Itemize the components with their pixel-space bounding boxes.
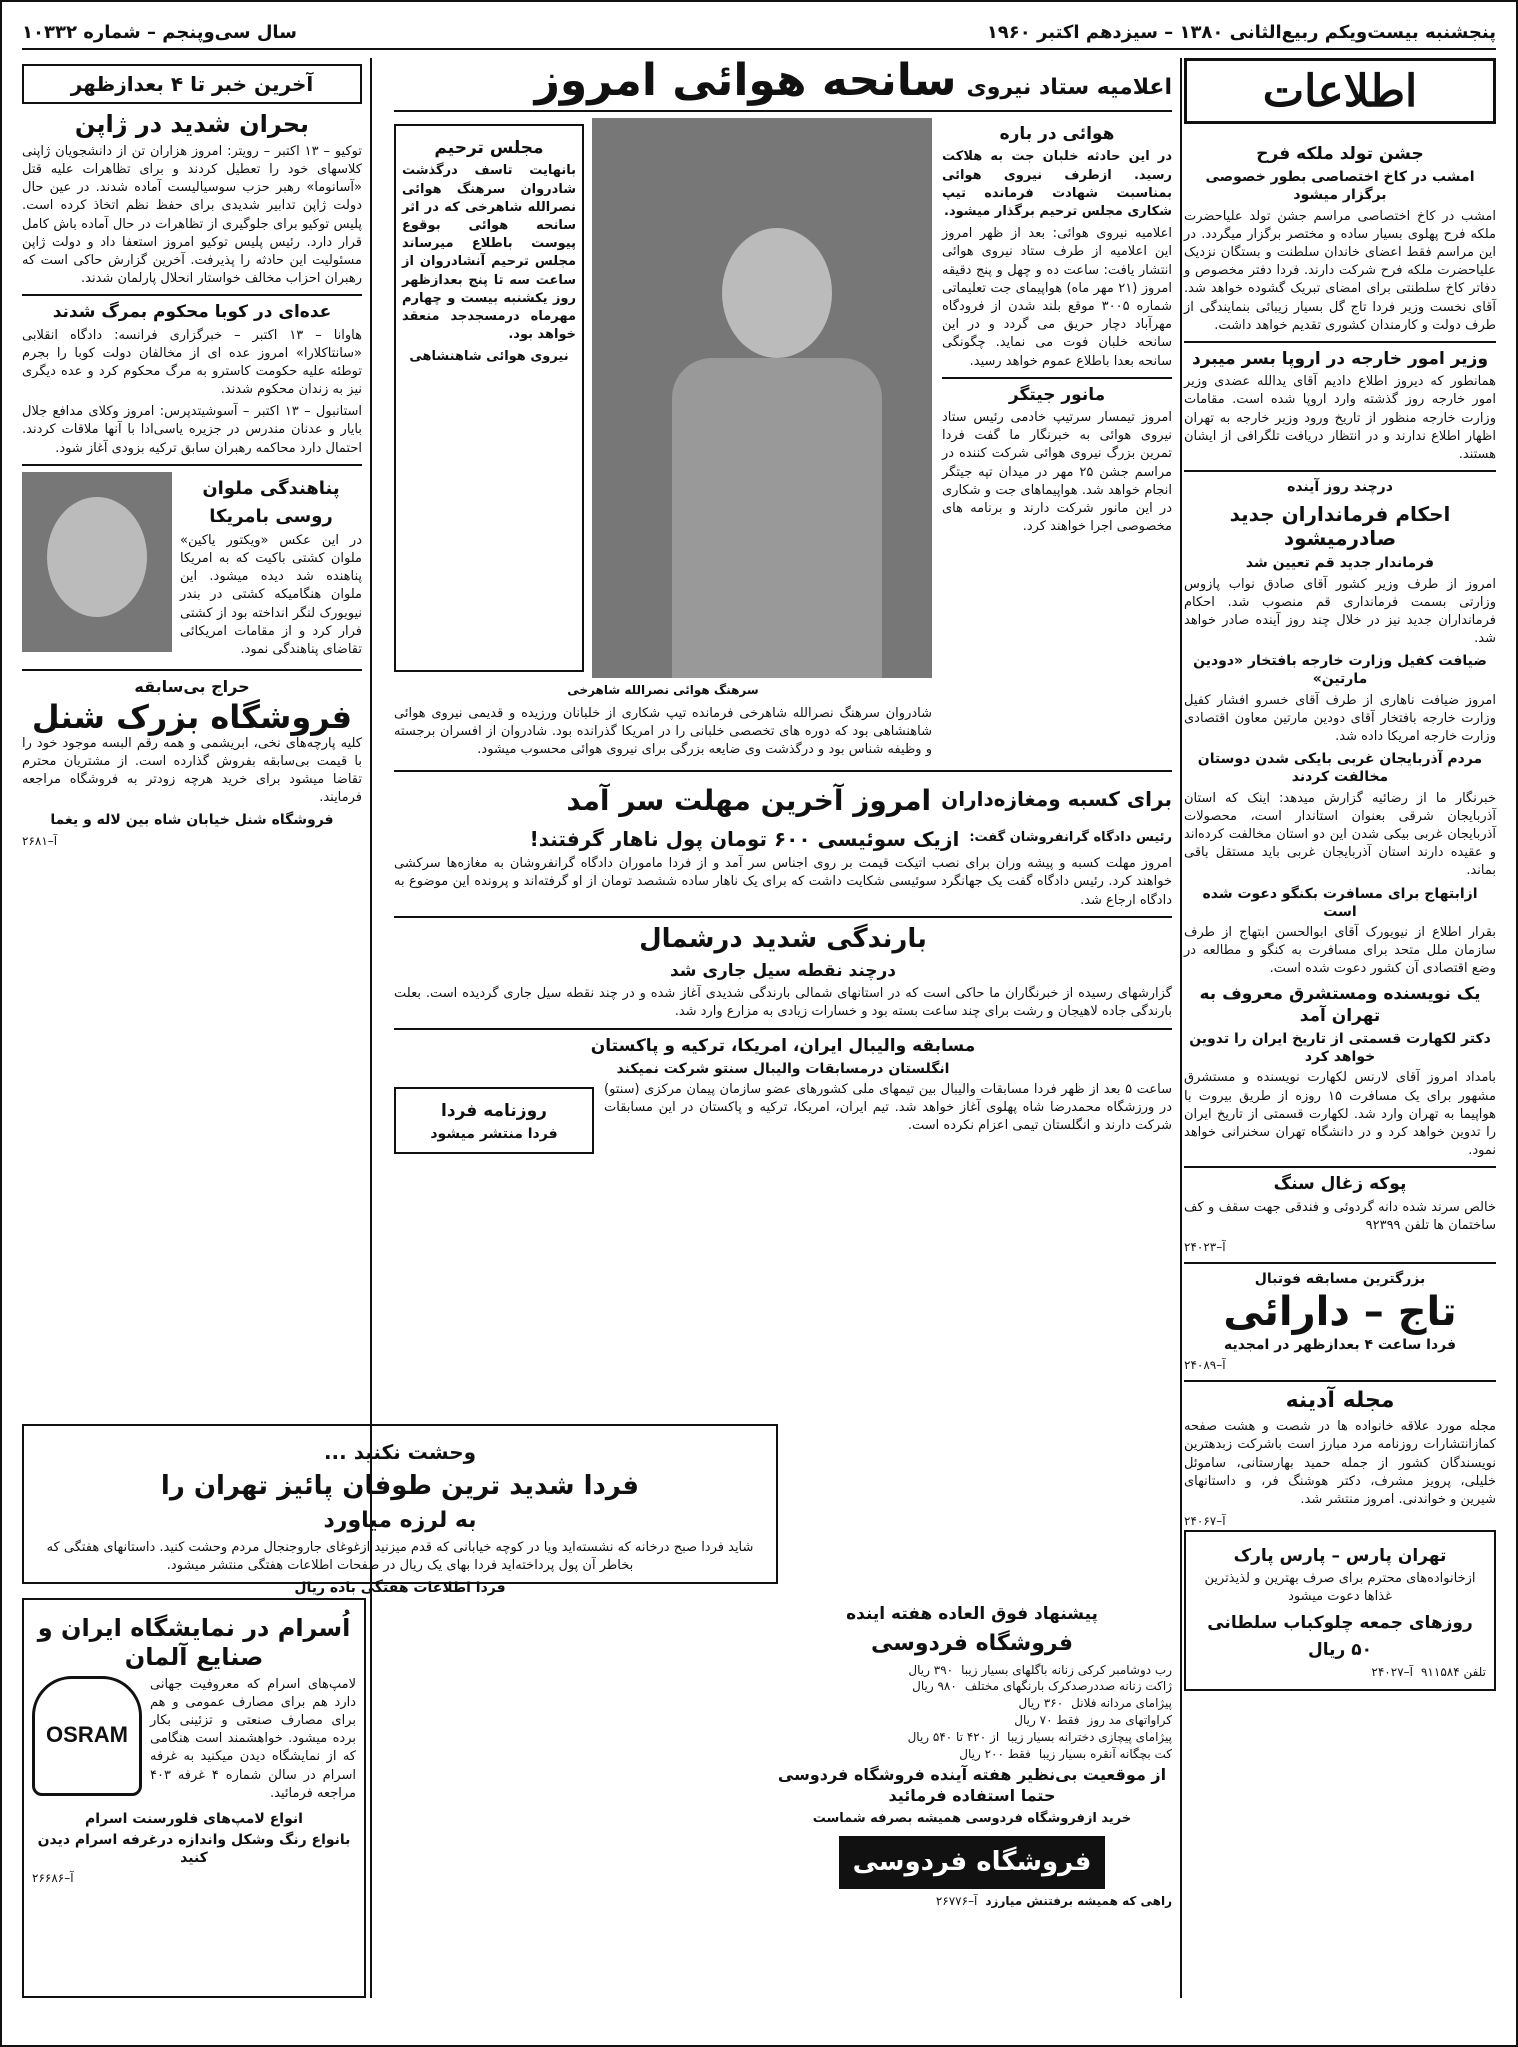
pilot-face bbox=[722, 228, 832, 358]
offer-item-name: ژاکت زنانه صددرصدکرک بارنگهای مختلف bbox=[964, 1679, 1172, 1694]
ad-address: فروشگاه شنل خیابان شاه بین لاله و یغما bbox=[50, 812, 334, 829]
article-title: مردم آذربایجان غربی بایکی شدن دوستان مخالفت کردند bbox=[1197, 751, 1483, 786]
article-kicker: درچند روز آینده bbox=[1287, 479, 1393, 496]
article-title: یک نویسنده ومستشرق معروف به تهران آمد bbox=[1199, 984, 1481, 1026]
ad-ref: آ–۲۴۰۶۷ bbox=[1184, 1514, 1226, 1529]
ad-kicker: حراج بی‌سابقه bbox=[134, 677, 250, 697]
ad-body: خالص سرند شده دانه گردوئی و فندقی جهت سقف و کف ساختمان ها تلفن ۹۲۳۹۹ bbox=[1184, 1199, 1496, 1233]
deadline-body: امروز مهلت کسبه و پیشه وران برای نصب اتیکت قیمت بر روی اجناس سر آمد و از فردا ماموران دادگاه گرانفروشان به مغازه‌ها سرکشی خواهند کرد. رئیس دادگاه گفت یک جهانگرد سوئیسی شکایت داشت که برای یک ناهار ساده ششصد تومان از او گرفته‌اند و پرونده این موضوع به دادگاه ارجاع شد. bbox=[394, 856, 1172, 908]
warn-subtitle: فردا شدید ترین طوفان پائیز تهران را bbox=[160, 1471, 640, 1501]
notice-body: بانهایت تاسف درگذشت شادروان سرهنگ هوائی نصرالله شاهرخی که در اثر سانحه هوائی بوقوع پیوست باطلاع میرساند مجلس ترحیم آنشادروان از ساعت سه تا پنج بعدازظهر روز یکشنبه بیست و چهارم مهرماه درمسجدجد منعقد خواهد بود. bbox=[402, 163, 576, 343]
lead-subtitle: هوائی در باره bbox=[999, 124, 1115, 145]
offer-list bbox=[772, 1662, 1172, 1763]
tomorrow-subtitle: فردا منتشر میشود bbox=[430, 1126, 558, 1143]
volleyball-body: ساعت ۵ بعد از ظهر فردا مسابقات والیبال بین تیمهای ملی کشورهای عضو سازمان پیمان مرکزی (سنتو) در ورزشگاه محمدرضا شاه پهلوی آغاز خواهد شد. تیم ایران، امریکا، ترکیه و پاکستان در این مسابقات شرکت دارند و انگلستان تیمی اعزام نکرده است. bbox=[604, 1081, 1172, 1134]
warn-body: شاید فردا صبح درخانه که نشسته‌اید ویا در کوچه خیابانی که قدم میزنید ازغوغای جاروجنجال مردم وحشت کنید. داستانهای هفتگی که بخاطر آن پول پرداخته‌اید فردا بهای یک ریال در صفحات اطلاعات هفتگی منتشر میشود. bbox=[46, 1539, 754, 1573]
warn-subtitle: به لرزه میاورد bbox=[323, 1508, 477, 1534]
date-bar bbox=[22, 16, 1496, 50]
rule bbox=[1184, 341, 1496, 343]
article-title: احکام فرمانداران جدید صادرمیشود bbox=[1229, 502, 1451, 551]
osram-logo: OSRAM bbox=[32, 1676, 142, 1796]
offer-item-price: از ۴۲۰ تا ۵۴۰ ریال bbox=[907, 1729, 1000, 1744]
article-body: امروز از طرف وزیر کشور آقای صادق نواب پازوس وزارتی بسمت فرمانداری قم منصوب شد. احکام فرمانداران جدید نیز در خلال چند روز آینده صادر خواهد شد. bbox=[1184, 576, 1496, 647]
ad-body: ازخانواده‌های محترم برای صرف بهترین و لذیذترین غذاها دعوت میشود bbox=[1204, 1571, 1476, 1605]
deadline-kicker: برای کسبه ومغازه‌داران bbox=[941, 787, 1172, 812]
ad-ref: آ–۲۶۸۱ bbox=[22, 833, 58, 848]
article-title: جشن تولد ملکه فرح bbox=[1256, 144, 1424, 164]
offer-title: پیشنهاد فوق العاده هفته اینده bbox=[846, 1604, 1098, 1624]
tomorrow-title: روزنامه فردا bbox=[441, 1100, 547, 1121]
pilot-suit bbox=[672, 358, 882, 678]
offer-item-name: کراواتهای مد روز bbox=[1087, 1713, 1172, 1728]
weekly-warning-ad bbox=[22, 1424, 778, 1596]
article-body: بامداد امروز آقای لارنس لکهارت نویسنده و مستشرق مشهور برای یک مسافرت ۱۵ روزه از طریق بیروت با هواپیما به تهران وارد شد. لکهارت قسمتی از تاریخ ایران را تدوین خواهد کرد و در دانشگاه تهران سخنرانی خواهد نمود. bbox=[1184, 1070, 1497, 1159]
ad-title: تاج – دارائی bbox=[1223, 1288, 1457, 1335]
article-body: در این عکس «ویکتور یاکین» ملوان کشتی باکیت که به امریکا پناهنده شد دیده میشود. این ملوان هنگامیکه کشتی در بندر نیویورک لنگر انداخته بود از کشتی فرار کرد و از مقامات امریکائی تقاضای پناهندگی نمود. bbox=[180, 532, 362, 657]
offer-item-price: فقط ۷۰ ریال bbox=[1014, 1713, 1080, 1728]
ad-title: فروشگاه بزرک شنل bbox=[31, 697, 353, 736]
sailor-photo bbox=[22, 472, 172, 652]
lead-headline: سانحه هوائی امروز bbox=[534, 55, 957, 106]
article-body: استانبول – ۱۳ اکتبر – آسوشیتدپرس: امروز وکلای مدافع جلال بایار و عدنان مندرس در جزیره یاسی‌ادا با آنها ملاقات کردند. احتمال دارد محاکمه رهبران سابق ترکیه بزودی آغاز شود. bbox=[22, 404, 362, 456]
volleyball-subtitle: انگلستان درمسابقات والیبال سنتو شرکت نمیکند bbox=[616, 1060, 950, 1077]
warn-foot: فردا اطلاعات هفتگی باده ریال bbox=[294, 1579, 506, 1596]
ad-body: کلیه پارچه‌های نخی، ابریشمی و همه رقم البسه موجود خود را با قیمت بی‌سابقه بفروش گذارده است. از مشتریان محترم تقاضا میشود برای خرید هرچه زودتر به فروشگاه مراجعه فرمایند. bbox=[22, 735, 362, 806]
right-column bbox=[1184, 138, 1496, 1998]
article-title: بحران شدید در ژاپن bbox=[74, 110, 310, 138]
deadline-subtitle: ازیک سوئیسی ۶۰۰ تومان پول ناهار گرفتند! bbox=[529, 827, 960, 852]
rule bbox=[1184, 1166, 1496, 1168]
sailor-face bbox=[47, 497, 147, 617]
rule bbox=[394, 770, 1172, 772]
lead-text-column bbox=[942, 118, 1172, 763]
offer-store: فروشگاه فردوسی bbox=[870, 1631, 1074, 1657]
article-title: ازابتهاج برای مسافرت بکنگو دعوت شده است bbox=[1202, 885, 1478, 920]
ad-ref: آ–۲۴۰۲۷ bbox=[1371, 1665, 1413, 1680]
ad-price: ۵۰ ریال bbox=[1308, 1639, 1372, 1660]
rain-body: گزارشهای رسیده از خبرنگاران ما حاکی است که در استانهای شمالی بارندگی شدیدی آغاز شده و در چند نقطه سیل جاری گردیده است. بعلت بارندگی جاده لاهیجان و رشت برای چند ساعت بسته بود و خسارات زیادی به مزارع وارد شد. bbox=[394, 986, 1172, 1020]
article-body: امروز ضیافت ناهاری از طرف آقای خسرو افشار کفیل وزارت خارجه بافتخار آقای دودین مارتین معاون اقتصادی وزارت خارجه امریکا داده شد. bbox=[1184, 692, 1496, 744]
mourning-notice bbox=[394, 124, 584, 672]
article-body: امروز تیمسار سرتیپ خادمی رئیس ستاد نیروی هوائی به خبرنگار ما گفت فردا تمرین بزرگ نیروی هوائی شرکت کننده در مراسم جشن ۲۵ مهر در میدان تپه جیتگر انجام خواهد شد. هواپیماهای جت و شکاری در این مانور شرکت دارند و برنامه های مخصوصی اجرا خواهند کرد. bbox=[942, 409, 1172, 535]
middle-section bbox=[394, 55, 1172, 1588]
ad-title: مجله آدینه bbox=[1285, 1387, 1395, 1413]
ad-kicker: بزرگترین مسابقه فوتبال bbox=[1254, 1270, 1426, 1287]
ad-title: پوکه زغال سنگ bbox=[1273, 1174, 1407, 1195]
ad-subtitle: روزهای جمعه چلوکباب سلطانی bbox=[1207, 1612, 1473, 1633]
ad-body: فردا ساعت ۴ بعدازظهر در امجدیه bbox=[1223, 1336, 1457, 1353]
store-banner: فروشگاه فردوسی bbox=[839, 1836, 1106, 1888]
osram-ad bbox=[22, 1598, 366, 1998]
article-title: مانور جیتگر bbox=[1008, 384, 1106, 405]
offer-item-name: رب دوشامبر کرکی زنانه باگلهای بسیار زیبا bbox=[961, 1662, 1172, 1677]
ad-body: مجله مورد علاقه خانواده ها در شصت و هشت صفحه کمازانتشارات روزنامه مرد مبارز است باشرکت زبدهترین نویسندگان کشور از جمله حمید بهارستانی، ساموئل خلیلی، پرویز مشرف، دکتر هوشنگ فر، و داستانهای شیرین و خواندنی. امروز منتشر شد. bbox=[1184, 1419, 1496, 1507]
store-motto: راهی که همیشه برفتنش میارزد bbox=[985, 1893, 1172, 1908]
ferdowsi-offer-ad bbox=[772, 1598, 1172, 1998]
tomorrow-box bbox=[394, 1087, 594, 1154]
rain-headline: بارندگی شدید درشمال bbox=[639, 923, 927, 954]
article-title: عده‌ای در کوبا محکوم بمرگ شدند bbox=[52, 302, 332, 323]
rule bbox=[22, 294, 362, 296]
rain-subtitle: درچند نقطه سیل جاری شد bbox=[669, 960, 897, 981]
article-body: توکیو – ۱۳ اکتبر – رویتر: امروز هزاران تن از دانشجویان ژاپنی کلاسهای خود را تعطیل کردند و برای تظاهرات علیه قتل «آسانوما» رهبر حزب سوسیالیست آماده شدند. در عین حال دولت ژاپن تدابیر شدیدی برای حفظ نظم اتخاذ کرده است. پلیس توکیو برای جلوگیری از تظاهرات در حال آماده باش کامل قرار دارد. رئیس پلیس توکیو امروز استعفا داد و دولت ژاپن مسئولیت این حادثه را پذیرفت. آخرین گزارش حاکی است که رهبران احزاب مخالف خواستار انحلال پارلمان شدند. bbox=[22, 143, 362, 287]
article-body: همانطور که دیروز اطلاع دادیم آقای یدالله عضدی وزیر امور خارجه روز گذشته وارد اروپا شده است. مقامات وزارت خارجه منظور از تاریخ ورود وزیر خارجه به تهران اظهار اطلاع ندارند و در انتظار دریافت تلگرافی از ایشان هستند. bbox=[1184, 374, 1496, 462]
left-column bbox=[22, 58, 362, 1414]
osram-foot: انواع لامپ‌های فلورسنت اسرام bbox=[85, 1810, 303, 1827]
ad-ref: آ–۲۴۰۸۹ bbox=[1184, 1358, 1226, 1373]
store-ref: آ–۲۶۷۷۶ bbox=[935, 1893, 978, 1908]
article-body: بقرار اطلاع از نیویورک آقای ابوالحسن ابتهاج از طرف سازمان ملل متحد برای مسافرت به کنگو و مطالعه در وضع اقتصادی آن کشور دعوت شده است. bbox=[1184, 924, 1496, 977]
offer-foot: خرید ازفروشگاه فردوسی همیشه بصرفه شماست bbox=[812, 1811, 1132, 1827]
rule bbox=[22, 669, 362, 671]
article-subtitle: امشب در کاخ اختصاصی بطور خصوصی برگزار میشود bbox=[1205, 169, 1475, 204]
article-subtitle: فرماندار جدید قم تعیین شد bbox=[1245, 555, 1435, 572]
article-body: امشب در کاخ اختصاصی مراسم جشن تولد علیاحضرت ملکه فرح پهلوی بسیار ساده و مختصر برگزار میگردد. در این مراسم فقط اعضای خاندان سلطنت و بستگان نزدیک علیاحضرت ملکه فرح شرکت دارند. فردا دفتر مخصوص و دفاتر کاخ سلطنتی برای امضای تبریک گشوده خواهد شد. آقای نخست وزیر فردا تاج گل بسیار زیبائی بنمایندگی از طرف دولت و کارمندان کشوری تقدیم خواهد داشت. bbox=[1184, 208, 1496, 333]
offer-call: از موقعیت بی‌نظیر هفته آینده فروشگاه فردوسی حتما استفاده فرمائید bbox=[777, 1765, 1167, 1806]
notice-sign: نیروی هوائی شاهنشاهی bbox=[409, 349, 569, 365]
rule bbox=[394, 916, 1172, 918]
offer-item-price: ۳۹۰ ریال bbox=[908, 1662, 954, 1677]
last-edition-banner: آخرین خبر تا ۴ بعدازظهر bbox=[22, 64, 362, 104]
divider-right bbox=[1180, 58, 1182, 1998]
article-title: وزیر امور خارجه در اروپا بسر میبرد bbox=[1191, 348, 1489, 369]
ad-ref: آ–۲۴۰۲۳ bbox=[1184, 1239, 1226, 1254]
lead-body: اعلامیه نیروی هوائی: بعد از ظهر امروز این اعلامیه از طرف ستاد نیروی هوائی انتشار یافت: ساعت ده و چهل و پنج دقیقه امروز (۲۱ مهر ماه) هواپیمای جت تعلیماتی شماره ۳۰۰۵ موقع بلند شدن از فرودگاه مهرآباد دچار حریق می گردد و در این سانحه خلبان فوت می نماید. چگونگی سانحه بعدا باطلاع عموم خواهد رسید. bbox=[942, 226, 1172, 369]
deadline-subtitle: رئیس دادگاه گرانفروشان گفت: bbox=[969, 830, 1172, 846]
restaurant-ad bbox=[1184, 1530, 1496, 1691]
offer-item-name: پیژامای پیچازی دخترانه بسیار زیبا bbox=[1007, 1729, 1172, 1744]
volleyball-headline: مسابقه والیبال ایران، امریکا، ترکیه و پاکستان bbox=[590, 1035, 976, 1056]
offer-item-price: فقط ۲۰۰ ریال bbox=[959, 1746, 1031, 1761]
offer-item-name: کت بچگانه آنقره بسیار زیبا bbox=[1038, 1746, 1172, 1761]
ad-title: تهران پارس – پارس پارک bbox=[1233, 1545, 1447, 1566]
article-body: هاوانا – ۱۳ اکتبر – خبرگزاری فرانسه: دادگاه انقلابی «سانتاکلارا» امروز عده ای از مخالفان دولت کوبا را بجرم توطئه علیه حکومت کاسترو به مرگ محکوم کرد و عده دیگری نیز به زندان محکوم شدند. bbox=[22, 327, 362, 398]
divider-left bbox=[370, 58, 372, 1998]
offer-item-price: ۹۸۰ ریال bbox=[912, 1679, 957, 1694]
osram-title: اُسرام در نمایشگاه ایران و صنایع آلمان bbox=[37, 1614, 351, 1671]
rule bbox=[394, 1028, 1172, 1030]
ad-ref: آ–۲۶۶۸۶ bbox=[32, 1871, 74, 1886]
warn-title: وحشت نکنید ... bbox=[323, 1440, 477, 1464]
rule bbox=[394, 110, 1172, 112]
ad-phone: تلفن ۹۱۱۵۸۴ bbox=[1420, 1665, 1486, 1680]
rule bbox=[1184, 1380, 1496, 1382]
photo-caption: سرهنگ هوائی نصرالله شاهرخی bbox=[567, 683, 759, 698]
article-subtitle: دکتر لکهارت قسمتی از تاریخ ایران را تدوین خواهد کرد bbox=[1189, 1030, 1491, 1066]
osram-body: لامپ‌های اسرام که معروفیت جهانی دارد هم برای مصارف عمومی و هم برای مصارف صنعتی و تزئینی بکار برده میشود. خواهشمند است هنگامی که از نمایشگاه دیدن میکنید به غرفه اسرام در سالن شماره ۴ غرفه ۴۰۳ مراجعه فرمائید. bbox=[150, 1676, 356, 1801]
offer-item-price: ۳۶۰ ریال bbox=[1018, 1696, 1064, 1711]
lead-body: در این حادثه خلبان جت به هلاکت رسید. ازطرف نیروی هوائی بمناسبت شهادت فرمانده تیپ شکاری مجلس ترحیم برگذار میشود. bbox=[942, 149, 1172, 219]
rule bbox=[1184, 1262, 1496, 1264]
lead-photo-block bbox=[394, 118, 932, 763]
notice-title: مجلس ترحیم bbox=[434, 138, 544, 159]
article-title: پناهندگی ملوان bbox=[202, 477, 340, 499]
issue-line: سال سی‌وپنجم – شماره ۱۰۳۳۲ bbox=[22, 22, 297, 43]
masthead: اطلاعات bbox=[1184, 58, 1496, 124]
pilot-photo bbox=[592, 118, 932, 678]
offer-item-name: پیژامای مردانه فلانل bbox=[1071, 1696, 1172, 1711]
date-line: پنجشنبه بیست‌ویکم ربیع‌الثانی ۱۳۸۰ – سیزدهم اکتبر ۱۹۶۰ bbox=[986, 22, 1496, 43]
lead-kicker: اعلامیه ستاد نیروی bbox=[966, 75, 1172, 101]
article-subtitle: روسی بامریکا bbox=[209, 506, 333, 528]
deadline-headline: امروز آخرین مهلت سر آمد bbox=[566, 783, 932, 817]
osram-foot: بانواع رنگ وشکل واندازه درغرفه اسرام دیدن کنید bbox=[37, 1832, 351, 1867]
rule bbox=[942, 377, 1172, 379]
lead-body: شادروان سرهنگ نصرالله شاهرخی فرمانده تیپ شکاری از خلبانان ورزیده و قدیمی نیروی هوائی شاهنشاهی بود که دوره های تخصصی خلبانی را در امریکا گذرانده بود. شادروان از افسران برجسته و وظیفه شناس بود و درگذشت وی ضایعه بزرگی برای نیروی هوائی محسوب میشود. bbox=[394, 705, 932, 758]
article-body: خبرنگار ما از رضائیه گزارش میدهد: اینک که استان آذربایجان شرقی بعنوان استاندار است، محصولات آذربایجان غربی بیکی شدن این دو استان مخالفت کرده‌اند و عقیده دارند استان آذربایجان غربی باید مستقل باقی بماند. bbox=[1184, 790, 1496, 879]
article-title: ضیافت کفیل وزارت خارجه بافتخار «دودین مارتین» bbox=[1193, 653, 1487, 688]
rule bbox=[1184, 470, 1496, 472]
rule bbox=[22, 464, 362, 466]
